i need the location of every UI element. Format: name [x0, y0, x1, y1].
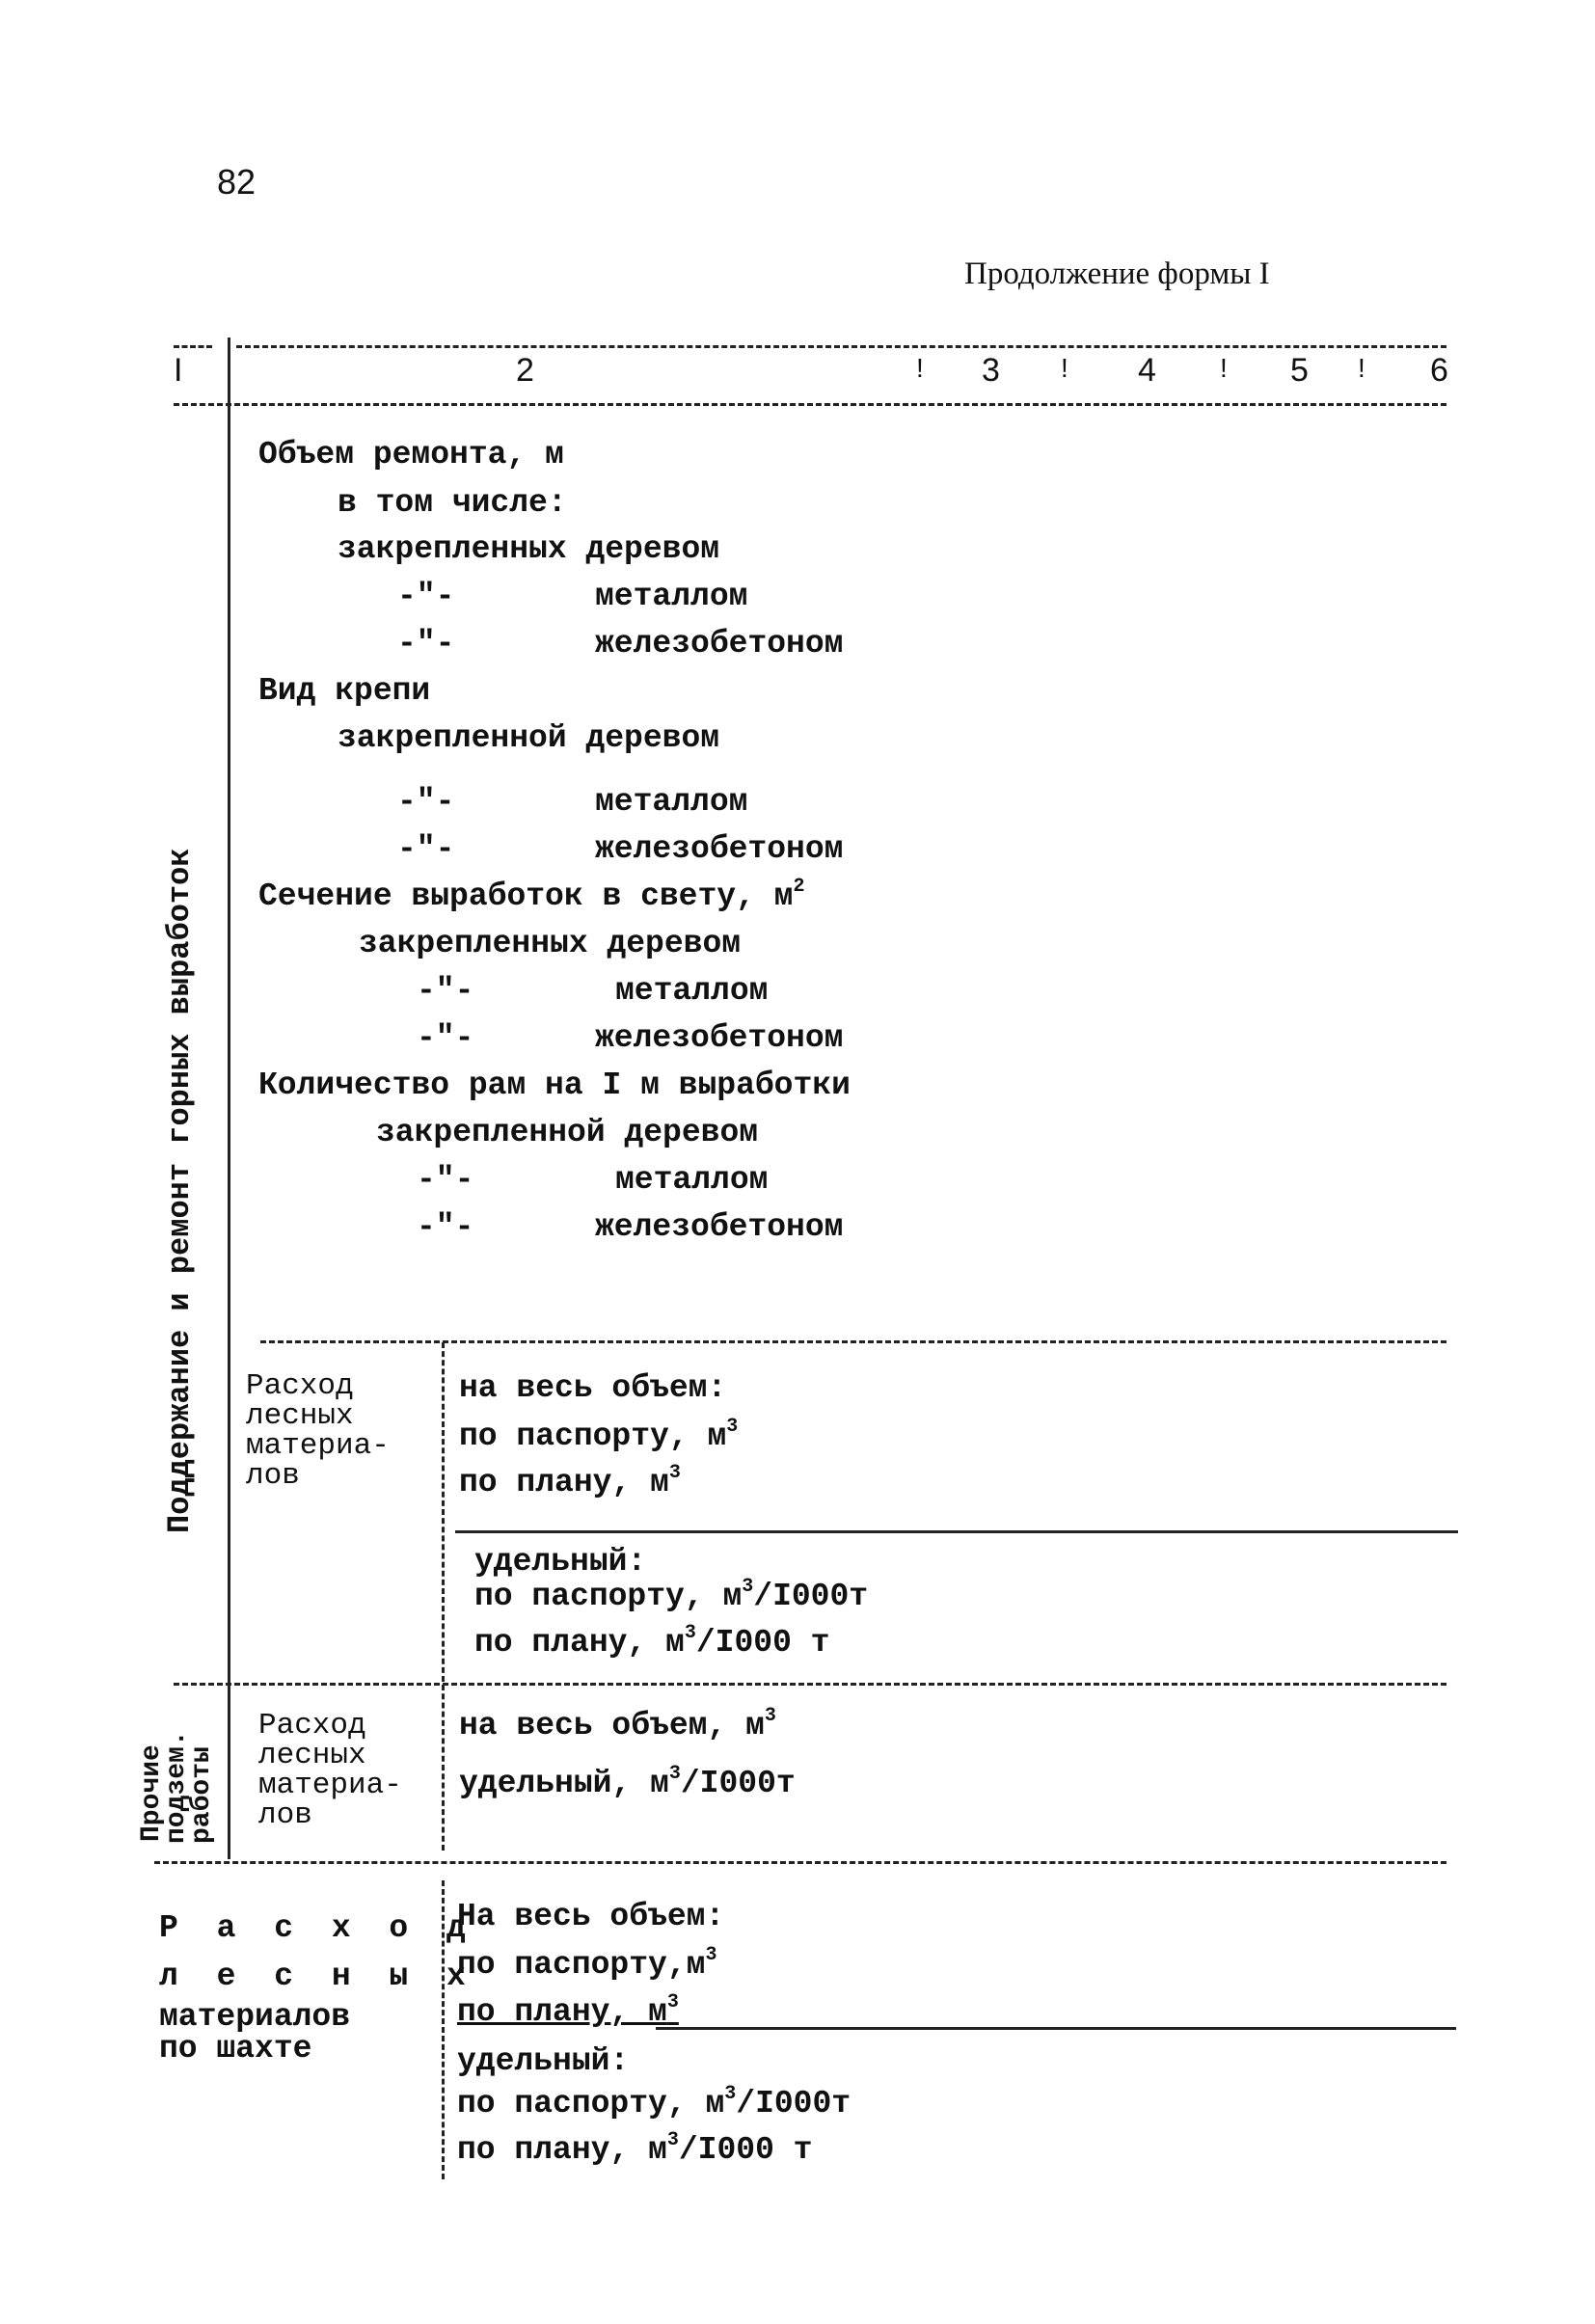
section2-top-rule: [174, 1683, 1446, 1686]
section1-side-label: Поддержание и ремонт горных выработок: [162, 848, 198, 1533]
row-cross-section-text: Сечение выработок в свету, м: [258, 878, 794, 914]
section1-consumption-label: [246, 1371, 390, 1491]
row-reinforced-concrete: железобетоном: [595, 1020, 844, 1056]
header-top-rule-left: [174, 345, 212, 348]
ditto-mark: -"-: [417, 1209, 474, 1245]
ditto-mark: -"-: [397, 626, 455, 662]
row-including: в том числе:: [338, 485, 567, 521]
row-reinforced-concrete: железобетоном: [595, 626, 844, 662]
column-header-5: 5: [1290, 352, 1309, 389]
page-number: 82: [217, 162, 257, 202]
specific-divider-rule: [455, 1530, 1458, 1533]
column-separator: !: [1061, 353, 1068, 383]
row-metal: металлом: [615, 973, 769, 1009]
superscript-3: 3: [668, 1763, 681, 1785]
row-by-passport: [457, 1946, 716, 1985]
row-by-passport-text: по паспорту, м: [459, 1419, 727, 1454]
row-specific-plan: [457, 2131, 812, 2170]
label-line: Р а с х о д: [159, 1910, 475, 1946]
consumption-divider: [442, 1342, 445, 1682]
row-total-volume: на весь объем:: [459, 1370, 727, 1406]
column-header-1: I: [174, 352, 183, 389]
row-secured-wood: закрепленных деревом: [338, 531, 720, 567]
row-specific-passport-text: по паспорту, м: [474, 1579, 743, 1614]
ditto-mark: -"-: [397, 784, 455, 820]
row-by-plan: [457, 1993, 679, 2032]
row-support-type: Вид крепи: [258, 673, 431, 709]
superscript-3: 3: [742, 1576, 754, 1598]
ditto-mark: -"-: [417, 973, 474, 1009]
row-reinforced-concrete: железобетоном: [595, 1209, 844, 1245]
section2-side-label-2: подзем.: [162, 1730, 192, 1844]
row-specific-plan: [474, 1624, 829, 1662]
row-specific: удельный:: [474, 1544, 647, 1580]
ditto-mark: -"-: [417, 1020, 474, 1056]
header-bottom-rule: [174, 403, 1446, 406]
column-header-2: 2: [516, 352, 534, 389]
row-secured-wood: закрепленных деревом: [359, 926, 742, 961]
label-line: по шахте: [159, 2031, 312, 2067]
section1-consumption-rule: [260, 1340, 1446, 1343]
row-by-plan: [459, 1464, 681, 1502]
column-separator: !: [916, 353, 924, 383]
row-metal: металлом: [595, 784, 748, 820]
superscript-3: 3: [764, 1705, 776, 1727]
row-metal: металлом: [595, 579, 748, 614]
column-header-3: 3: [982, 352, 1000, 389]
section3-label: [159, 1905, 475, 2065]
unit-suffix: /I000т: [680, 1766, 796, 1801]
row-reinforced-concrete: железобетоном: [595, 831, 844, 867]
column-border-left: [228, 338, 230, 1859]
row-specific-passport: [457, 2085, 851, 2123]
superscript-3: 3: [668, 1462, 681, 1484]
row-specific-text: удельный, м: [459, 1766, 669, 1801]
section2-side-label-1: Прочие: [137, 1744, 167, 1842]
row-secured-wood: закрепленной деревом: [376, 1115, 759, 1150]
label-line: лесных: [246, 1399, 354, 1433]
row-specific-passport-text: по паспорту, м: [457, 2086, 725, 2121]
unit-suffix: /I000 т: [695, 1625, 830, 1661]
row-by-passport: [459, 1418, 738, 1456]
section2-divider: [442, 1685, 445, 1851]
row-specific: [459, 1765, 796, 1803]
row-repair-volume: Объем ремонта, м: [258, 437, 564, 473]
section3-top-rule: [154, 1861, 1446, 1864]
row-by-plan-text: по плану, м: [459, 1465, 669, 1500]
column-separator: !: [1220, 353, 1228, 383]
column-header-4: 4: [1138, 352, 1156, 389]
row-secured-wood: закрепленной деревом: [338, 720, 720, 756]
row-by-plan-text: по плану, м: [457, 1994, 667, 2030]
row-total-volume-text: на весь объем, м: [459, 1708, 765, 1743]
superscript-3: 3: [684, 1622, 696, 1644]
section2-side-label-3: работы: [187, 1746, 217, 1844]
row-specific-plan-text: по плану, м: [474, 1625, 685, 1661]
ditto-mark: -"-: [397, 579, 455, 614]
row-by-passport-text: по паспорту,м: [457, 1947, 706, 1983]
ditto-mark: -"-: [417, 1162, 474, 1198]
label-line: лов: [246, 1459, 300, 1493]
label-line: Расход: [258, 1709, 366, 1743]
label-line: лесных: [258, 1739, 366, 1772]
row-specific-plan-text: по плану, м: [457, 2132, 667, 2168]
label-line: материалов: [159, 1999, 351, 2035]
section2-label: [258, 1711, 402, 1830]
superscript-3: 3: [724, 2083, 737, 2105]
row-specific-passport: [474, 1578, 868, 1616]
unit-suffix: /I000т: [753, 1579, 869, 1614]
column-separator: !: [1358, 353, 1365, 383]
row-cross-section: [258, 878, 805, 916]
superscript-2: 2: [793, 876, 805, 898]
unit-suffix: /I000 т: [678, 2132, 813, 2168]
row-total-volume: На весь объем:: [457, 1899, 725, 1934]
label-line: материа-: [258, 1769, 402, 1802]
superscript-3: 3: [666, 1991, 679, 2013]
continuation-label: Продолжение формы I: [964, 257, 1270, 291]
row-total-volume: [459, 1707, 776, 1745]
specific-divider-rule: [656, 2027, 1456, 2030]
superscript-3: 3: [705, 1944, 717, 1966]
label-line: лов: [258, 1798, 312, 1832]
label-line: Расход: [246, 1369, 354, 1403]
unit-suffix: /I000т: [736, 2086, 852, 2121]
column-header-6: 6: [1430, 352, 1448, 389]
row-specific: удельный:: [457, 2043, 630, 2079]
row-frames-count: Количество рам на I м выработки: [258, 1067, 851, 1103]
label-line: л е с н ы х: [159, 1959, 475, 1994]
superscript-3: 3: [726, 1416, 739, 1438]
label-line: материа-: [246, 1429, 390, 1463]
header-top-rule: [236, 345, 1446, 348]
ditto-mark: -"-: [397, 831, 455, 867]
row-metal: металлом: [615, 1162, 769, 1198]
superscript-3: 3: [666, 2129, 679, 2151]
